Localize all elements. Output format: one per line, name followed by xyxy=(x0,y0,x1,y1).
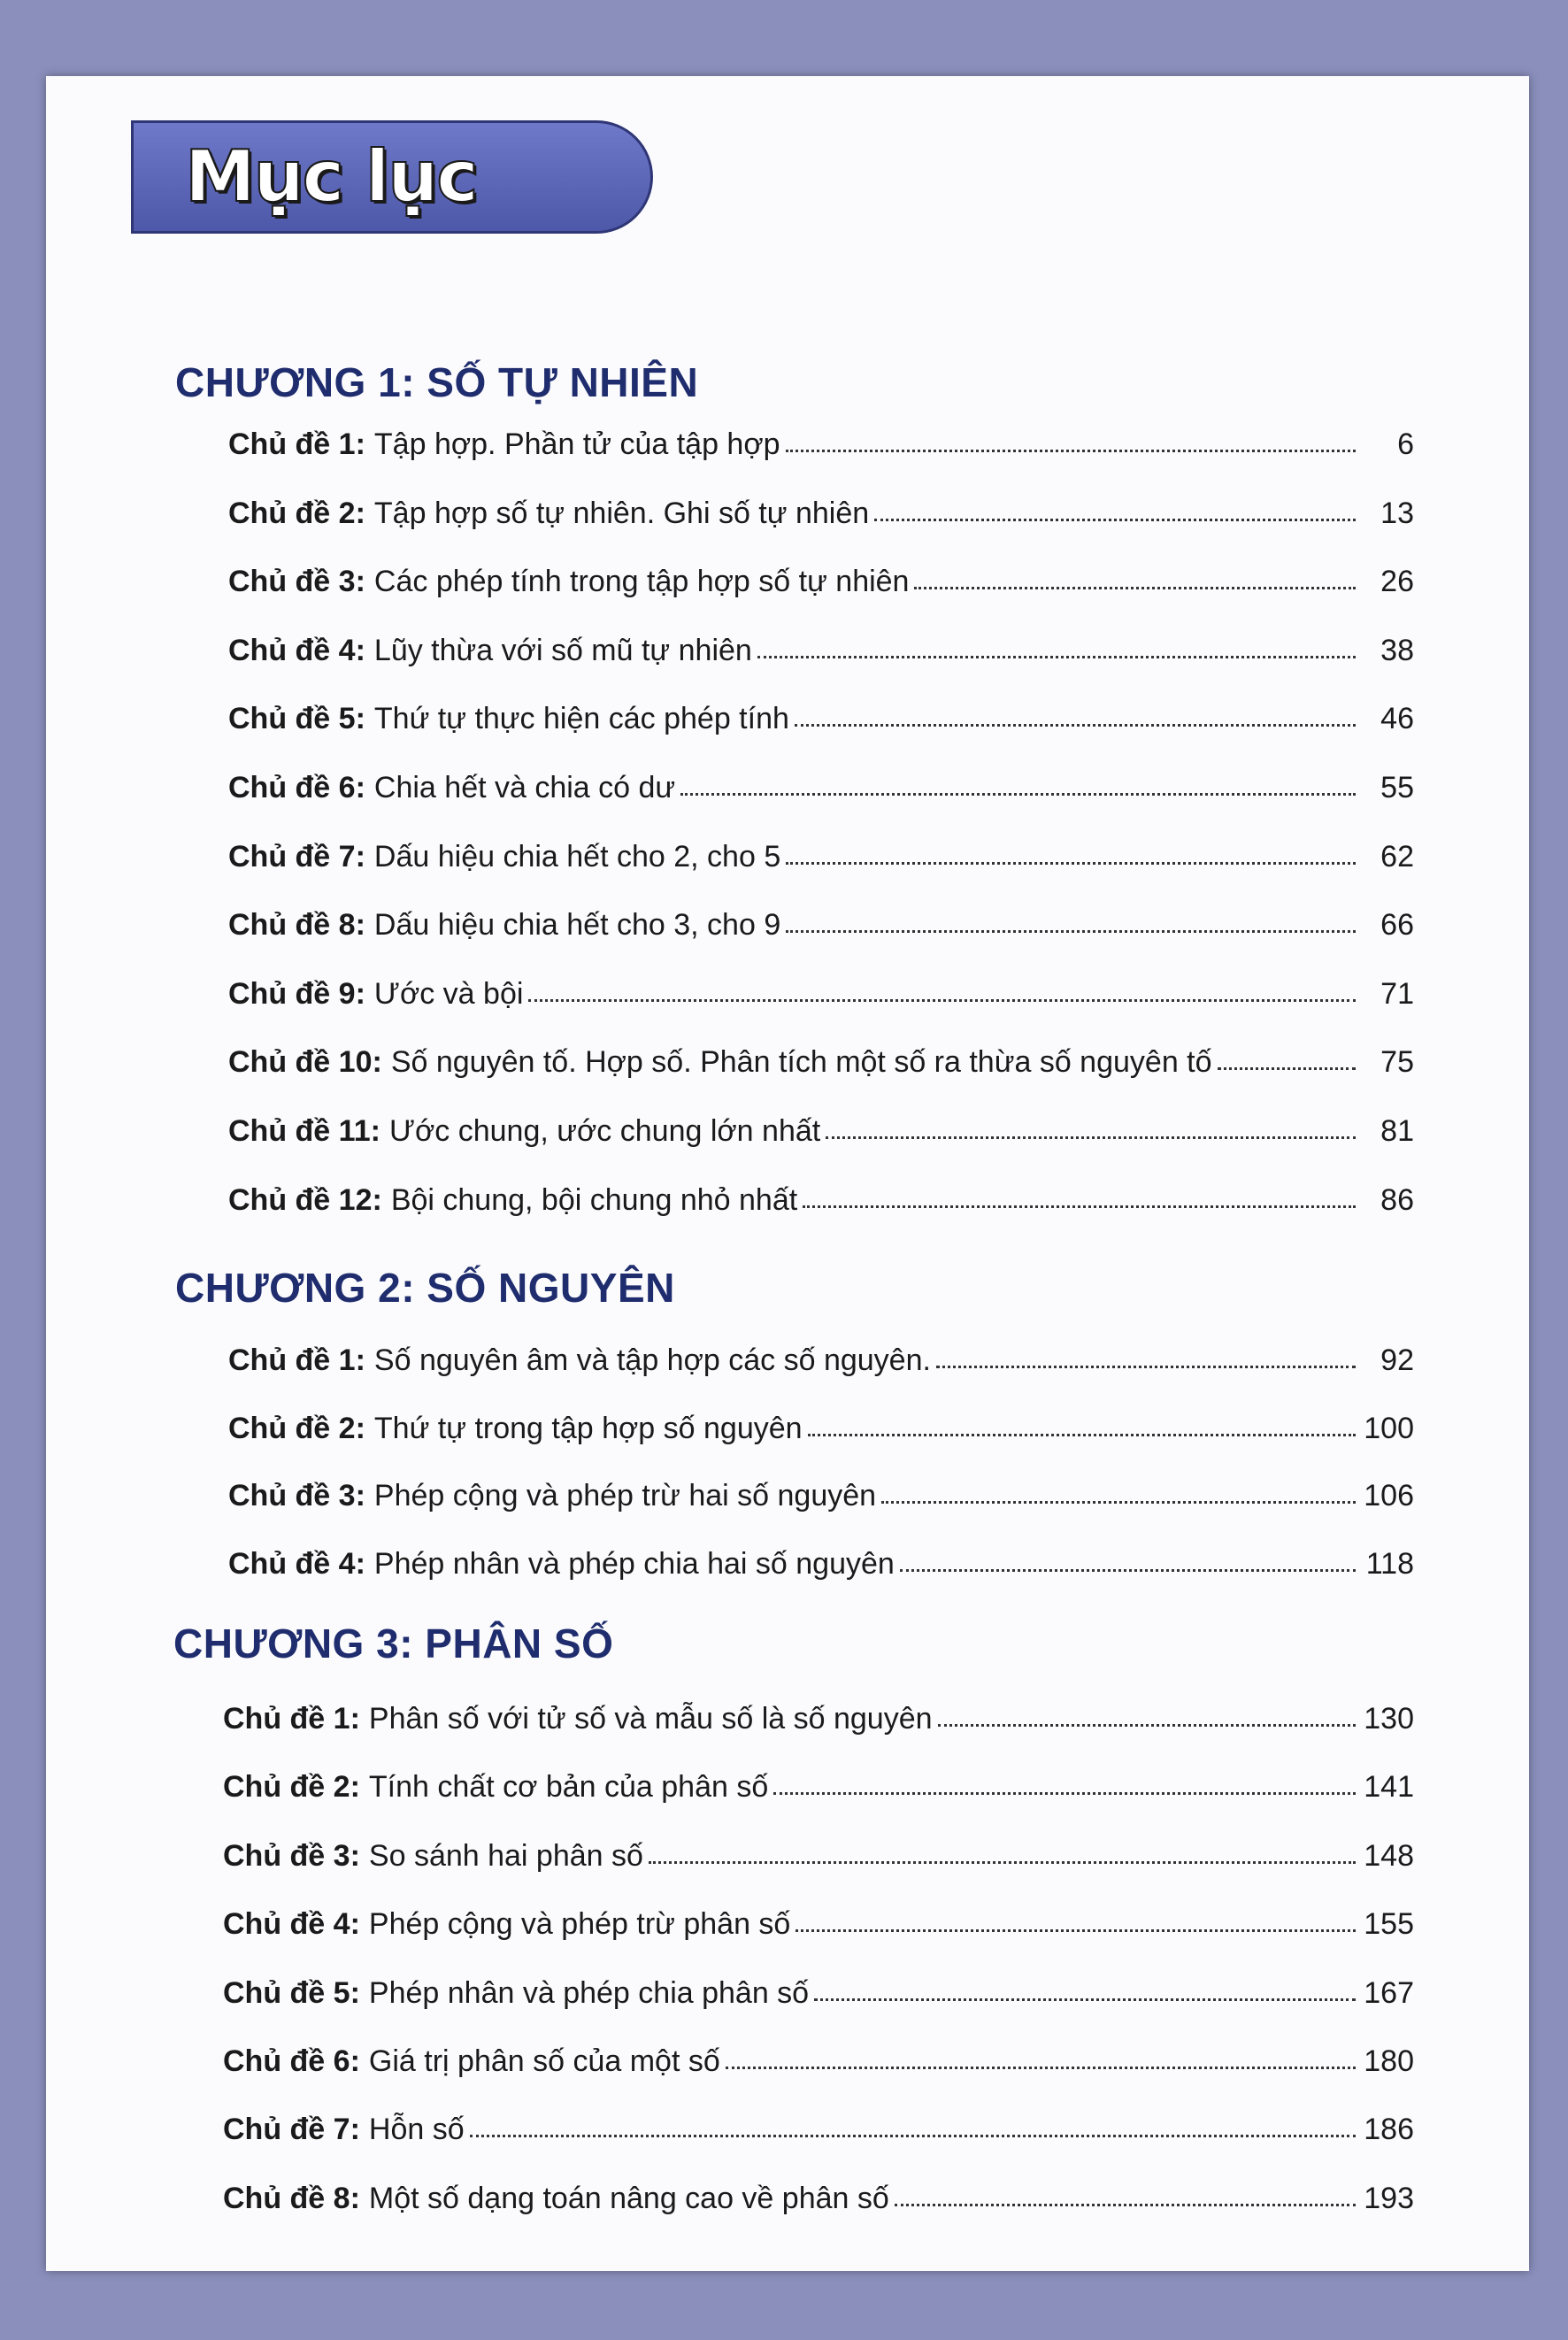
topic-title: Ước và bội xyxy=(373,977,524,1011)
dot-leader xyxy=(773,1785,1356,1795)
toc-entry[interactable] xyxy=(228,702,1414,751)
dot-leader xyxy=(757,649,1356,658)
dot-leader xyxy=(796,1922,1356,1932)
page-number: 66 xyxy=(1380,908,1414,942)
toc-entry[interactable] xyxy=(228,1547,1414,1597)
dot-leader xyxy=(895,2197,1356,2206)
topic-title: So sánh hai phân số xyxy=(368,1839,643,1873)
dot-leader xyxy=(795,717,1356,727)
topic-label: Chủ đề 4: xyxy=(228,1547,365,1581)
toc-entry[interactable] xyxy=(228,840,1414,889)
topic-title: Phép nhân và phép chia hai số nguyên xyxy=(373,1547,895,1581)
toc-entry[interactable] xyxy=(223,1839,1414,1889)
page-number: 62 xyxy=(1380,840,1414,874)
page-number: 141 xyxy=(1364,1770,1414,1804)
page-number: 38 xyxy=(1380,634,1414,667)
toc-entry[interactable] xyxy=(228,1412,1414,1461)
toc-entry[interactable] xyxy=(223,1770,1414,1820)
page-number: 71 xyxy=(1380,977,1414,1011)
toc-entry[interactable] xyxy=(228,908,1414,958)
chapter-heading: CHƯƠNG 3: PHÂN SỐ xyxy=(173,1620,614,1666)
dot-leader xyxy=(808,1427,1356,1436)
topic-title: Thứ tự thực hiện các phép tính xyxy=(373,702,789,735)
topic-title: Chia hết và chia có dư xyxy=(373,771,676,804)
dot-leader xyxy=(881,1494,1356,1504)
toc-entry[interactable] xyxy=(223,1702,1414,1751)
topic-label: Chủ đề 3: xyxy=(223,1839,360,1873)
topic-title: Phép nhân và phép chia phân số xyxy=(368,1976,810,2010)
toc-entry[interactable] xyxy=(223,1976,1414,2026)
toc-entry[interactable] xyxy=(228,427,1414,477)
dot-leader xyxy=(874,512,1356,521)
page-number: 92 xyxy=(1380,1343,1414,1377)
page-number: 148 xyxy=(1364,1839,1414,1873)
topic-title: Phép cộng và phép trừ phân số xyxy=(368,1907,791,1941)
toc-entry[interactable] xyxy=(228,1479,1414,1528)
page-number: 167 xyxy=(1364,1976,1414,2010)
topic-title: Một số dạng toán nâng cao về phân số xyxy=(368,2182,889,2215)
toc-entry[interactable] xyxy=(228,496,1414,546)
toc-title-badge xyxy=(131,120,653,234)
topic-label: Chủ đề 2: xyxy=(228,496,365,530)
topic-title: Bội chung, bội chung nhỏ nhất xyxy=(390,1183,798,1217)
toc-entry[interactable] xyxy=(228,1343,1414,1393)
topic-title: Tính chất cơ bản của phân số xyxy=(368,1770,769,1804)
page-number: 193 xyxy=(1364,2182,1414,2215)
page-number: 6 xyxy=(1397,427,1414,461)
topic-title: Ước chung, ước chung lớn nhất xyxy=(388,1114,821,1148)
topic-label: Chủ đề 8: xyxy=(223,2182,360,2215)
topic-label: Chủ đề 6: xyxy=(228,771,365,804)
dot-leader xyxy=(826,1129,1356,1139)
topic-label: Chủ đề 5: xyxy=(223,1976,360,2010)
page-number: 26 xyxy=(1380,565,1414,598)
topic-title: Phân số với tử số và mẫu số là số nguyên xyxy=(368,1702,933,1736)
toc-entry[interactable] xyxy=(223,1907,1414,1957)
toc-entry[interactable] xyxy=(223,2044,1414,2094)
topic-title: Hỗn số xyxy=(368,2113,465,2146)
chapter-heading: CHƯƠNG 1: SỐ TỰ NHIÊN xyxy=(175,359,699,405)
topic-label: Chủ đề 8: xyxy=(228,908,365,942)
topic-label: Chủ đề 9: xyxy=(228,977,365,1011)
toc-entry[interactable] xyxy=(228,977,1414,1027)
topic-title: Thứ tự trong tập hợp số nguyên xyxy=(373,1412,803,1445)
dot-leader xyxy=(786,443,1356,452)
toc-entry[interactable] xyxy=(228,634,1414,683)
toc-entry[interactable] xyxy=(228,1183,1414,1233)
dot-leader xyxy=(786,923,1356,933)
page-number: 180 xyxy=(1364,2044,1414,2078)
topic-title: Dấu hiệu chia hết cho 3, cho 9 xyxy=(373,908,781,942)
page-number: 106 xyxy=(1364,1479,1414,1513)
topic-label: Chủ đề 1: xyxy=(223,1702,360,1736)
page-number: 118 xyxy=(1365,1547,1414,1581)
toc-title: Mục lục xyxy=(185,135,477,218)
dot-leader xyxy=(938,1717,1356,1727)
page-number: 81 xyxy=(1380,1114,1414,1148)
topic-title: Số nguyên âm và tập hợp các số nguyên. xyxy=(373,1343,931,1377)
page-number: 55 xyxy=(1380,771,1414,804)
toc-entry[interactable] xyxy=(223,2182,1414,2231)
toc-entry[interactable] xyxy=(228,565,1414,614)
page-number: 86 xyxy=(1380,1183,1414,1217)
topic-label: Chủ đề 4: xyxy=(228,634,365,667)
chapter-heading: CHƯƠNG 2: SỐ NGUYÊN xyxy=(175,1265,675,1311)
dot-leader xyxy=(470,2128,1356,2137)
toc-entry[interactable] xyxy=(228,1045,1414,1095)
topic-label: Chủ đề 3: xyxy=(228,565,365,598)
dot-leader xyxy=(914,580,1356,589)
topic-title: Phép cộng và phép trừ hai số nguyên xyxy=(373,1479,877,1513)
topic-title: Giá trị phân số của một số xyxy=(368,2044,720,2078)
topic-title: Lũy thừa với số mũ tự nhiên xyxy=(373,634,752,667)
topic-title: Dấu hiệu chia hết cho 2, cho 5 xyxy=(373,840,781,874)
page-number: 186 xyxy=(1364,2113,1414,2146)
topic-label: Chủ đề 1: xyxy=(228,427,365,461)
dot-leader xyxy=(726,2059,1356,2069)
page-number: 13 xyxy=(1380,496,1414,530)
topic-title: Số nguyên tố. Hợp số. Phân tích một số ra thừa số nguyên tố xyxy=(390,1045,1212,1079)
dot-leader xyxy=(900,1562,1356,1572)
topic-label: Chủ đề 7: xyxy=(228,840,365,874)
dot-leader xyxy=(1218,1060,1356,1070)
topic-label: Chủ đề 1: xyxy=(228,1343,365,1377)
dot-leader xyxy=(803,1198,1356,1208)
page-number: 46 xyxy=(1380,702,1414,735)
topic-title: Tập hợp số tự nhiên. Ghi số tự nhiên xyxy=(373,496,870,530)
topic-label: Chủ đề 11: xyxy=(228,1114,380,1148)
dot-leader xyxy=(936,1359,1356,1368)
dot-leader xyxy=(786,855,1356,865)
page-number: 75 xyxy=(1380,1045,1414,1079)
dot-leader xyxy=(814,1991,1356,2001)
topic-label: Chủ đề 6: xyxy=(223,2044,360,2078)
page-number: 100 xyxy=(1364,1412,1414,1445)
dot-leader xyxy=(649,1854,1356,1864)
toc-entry[interactable] xyxy=(228,771,1414,820)
dot-leader xyxy=(528,992,1356,1002)
topic-label: Chủ đề 12: xyxy=(228,1183,382,1217)
page-number: 155 xyxy=(1364,1907,1414,1941)
toc-entry[interactable] xyxy=(223,2113,1414,2162)
page-number: 130 xyxy=(1364,1702,1414,1736)
topic-label: Chủ đề 7: xyxy=(223,2113,360,2146)
topic-label: Chủ đề 3: xyxy=(228,1479,365,1513)
topic-label: Chủ đề 5: xyxy=(228,702,365,735)
topic-label: Chủ đề 2: xyxy=(223,1770,360,1804)
topic-title: Các phép tính trong tập hợp số tự nhiên xyxy=(373,565,910,598)
dot-leader xyxy=(680,786,1356,796)
toc-entry[interactable] xyxy=(228,1114,1414,1164)
topic-title: Tập hợp. Phần tử của tập hợp xyxy=(373,427,780,461)
topic-label: Chủ đề 2: xyxy=(228,1412,365,1445)
topic-label: Chủ đề 10: xyxy=(228,1045,382,1079)
topic-label: Chủ đề 4: xyxy=(223,1907,360,1941)
